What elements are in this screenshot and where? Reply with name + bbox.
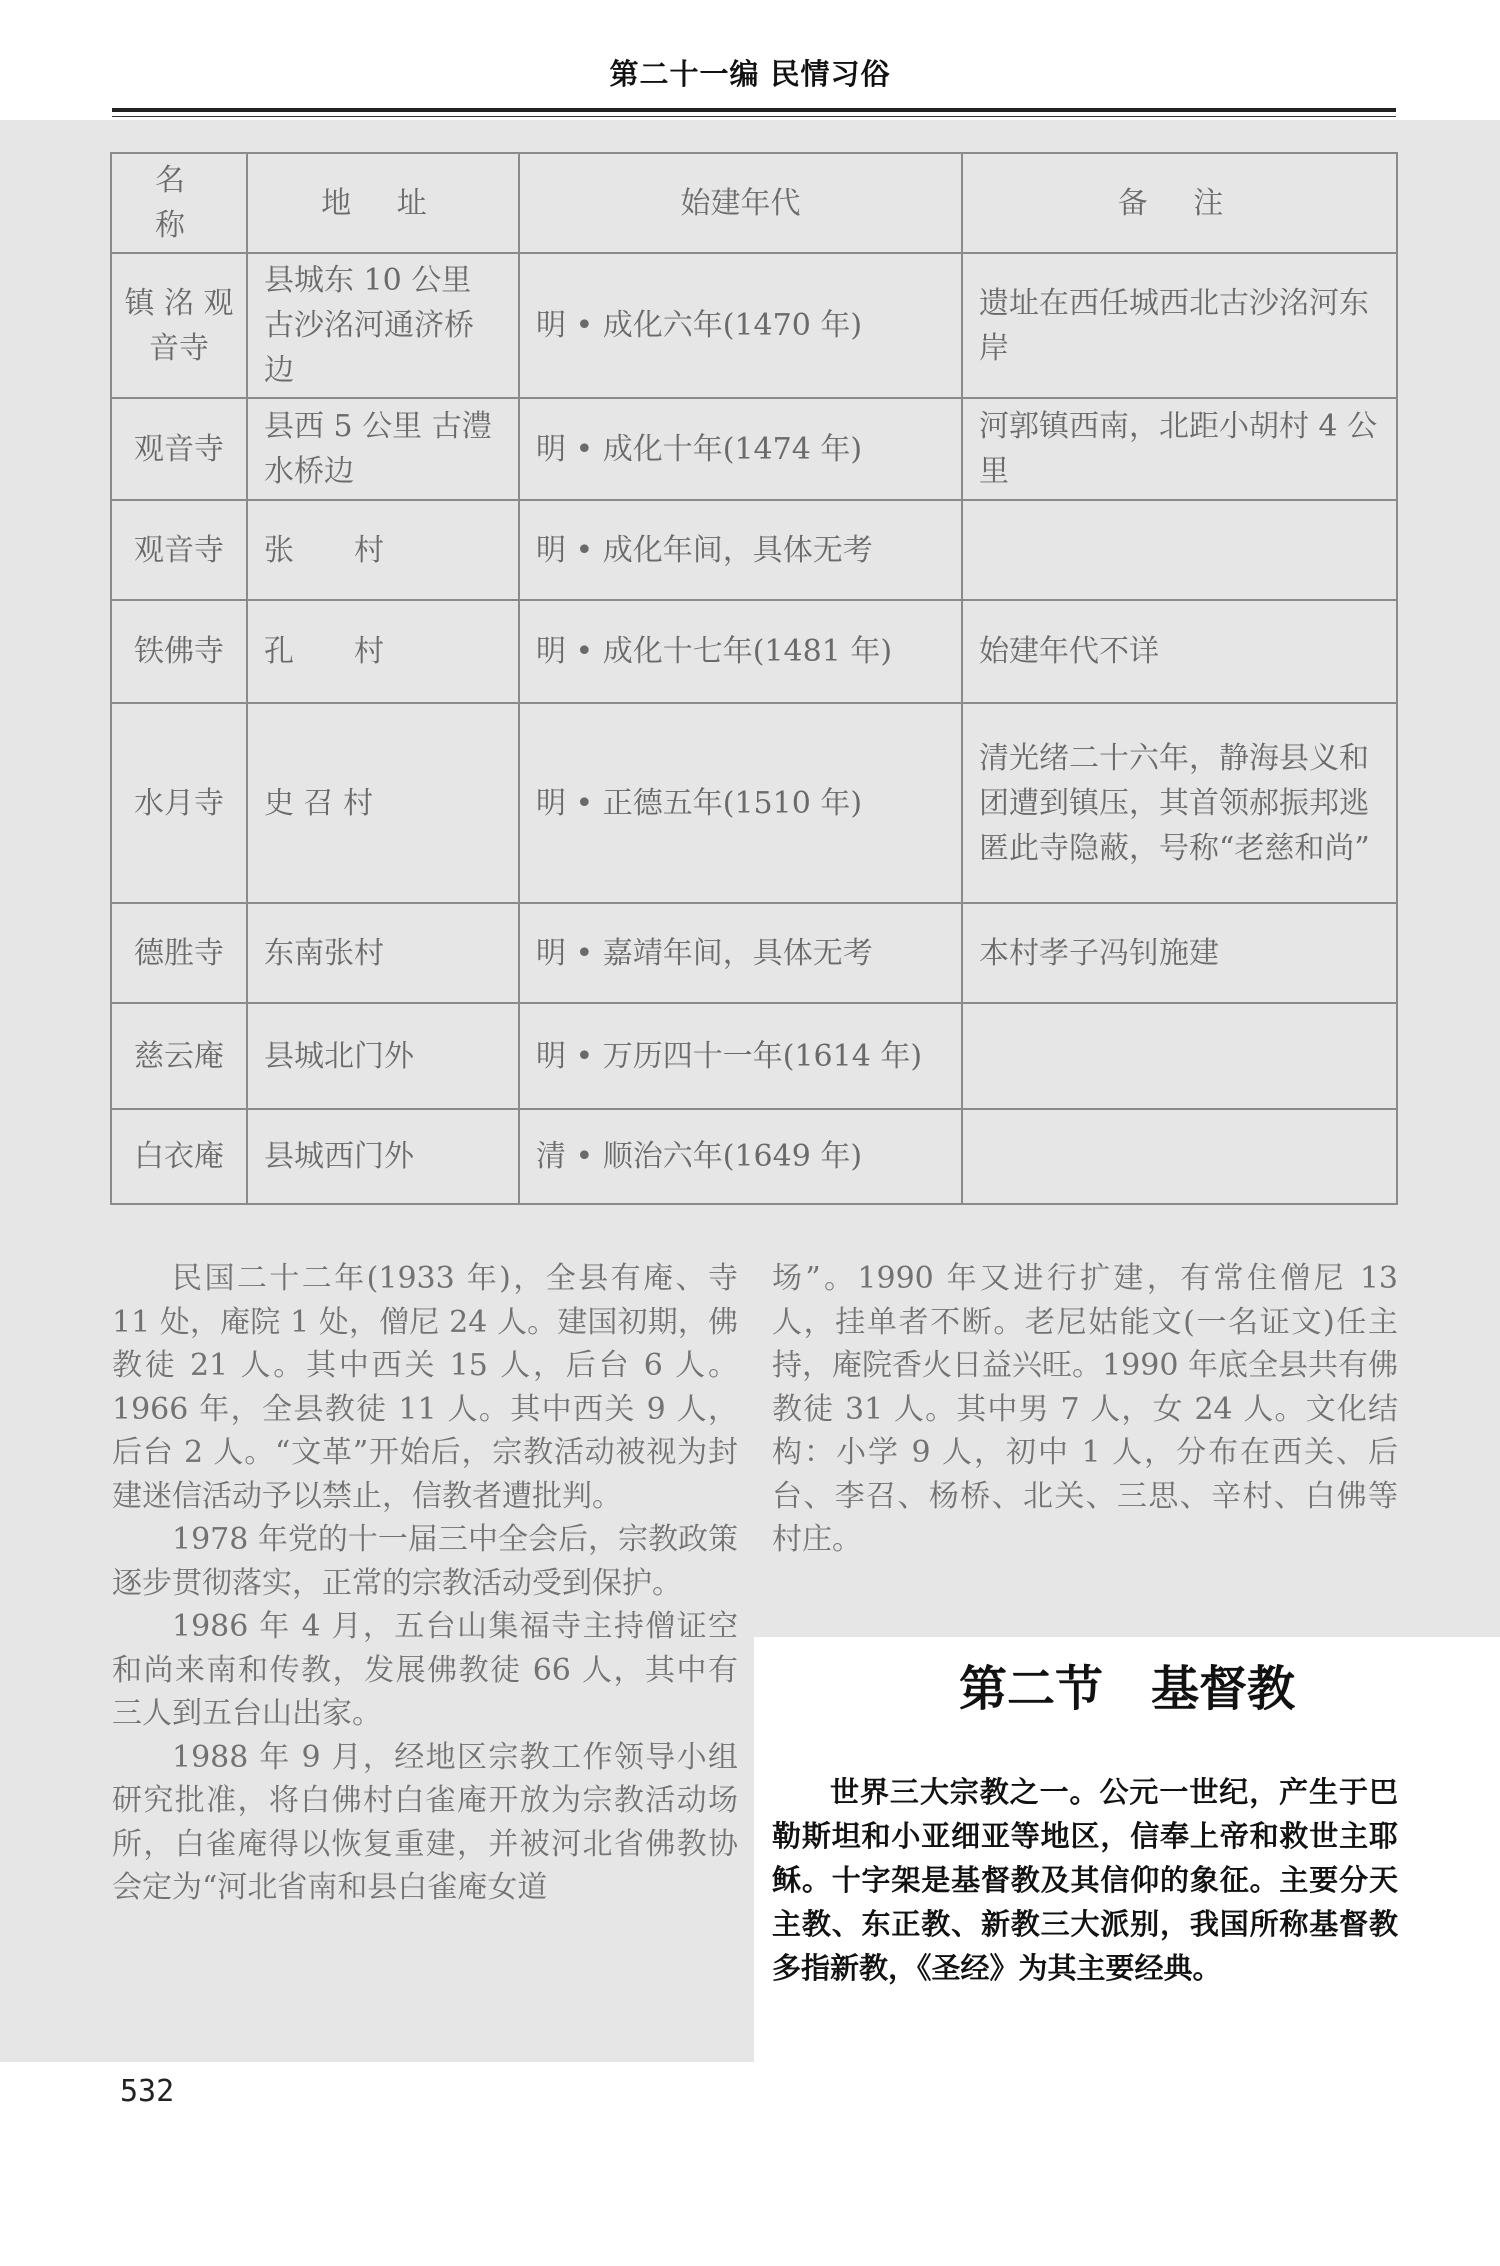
temple-name: 水月寺 <box>111 703 247 903</box>
temple-founded: 明 • 成化十年(1474 年) <box>519 398 962 500</box>
temple-founded: 明 • 成化十七年(1481 年) <box>519 600 962 703</box>
table-row <box>111 253 1397 398</box>
table-row <box>111 600 1397 703</box>
table-row <box>111 703 1397 903</box>
temple-remark <box>962 1003 1397 1109</box>
temple-address: 孔 村 <box>247 600 519 703</box>
temple-remark: 本村孝子冯钊施建 <box>962 903 1397 1003</box>
temple-founded: 明 • 万历四十一年(1614 年) <box>519 1003 962 1109</box>
temple-name: 镇 洺 观音寺 <box>111 253 247 398</box>
paragraph: 1988 年 9 月，经地区宗教工作领导小组研究批准，将白佛村白雀庵开放为宗教活动场所，白雀庵得以恢复重建，并被河北省佛教协会定为“河北省南和县白雀庵女道 <box>112 1739 738 1905</box>
temples-table <box>110 152 1398 1205</box>
temple-remark: 始建年代不详 <box>962 600 1397 703</box>
temple-remark: 遗址在西任城西北古沙洺河东岸 <box>962 253 1397 398</box>
right-column-continuation <box>772 1257 1398 1562</box>
page-number: 532 <box>120 2074 175 2109</box>
paragraph: 民国二十二年(1933 年)，全县有庵、寺 11 处，庵院 1 处，僧尼 24 人。建国初期，佛教徒 21 人。其中西关 15 人，后台 6 人。1966 年，全县教徒 11 人。其中西关 9 人，后台 2 人。“文革”开始后，宗教活动被视为封建迷信活动予以禁止，信教者遭批判。 <box>112 1261 738 1514</box>
paragraph: 1986 年 4 月，五台山集福寺主持僧证空和尚来南和传教，发展佛教徒 66 人，其中有三人到五台山出家。 <box>112 1609 738 1731</box>
temple-remark <box>962 1109 1397 1204</box>
section-heading: 第二节 基督教 <box>958 1661 1295 1717</box>
temple-address: 县城东 10 公里 古沙洺河通济桥边 <box>247 253 519 398</box>
temple-name: 观音寺 <box>111 398 247 500</box>
temple-founded: 明 • 成化年间，具体无考 <box>519 500 962 600</box>
column-header-remark: 备 注 <box>962 153 1397 253</box>
temple-name: 铁佛寺 <box>111 600 247 703</box>
table-row <box>111 1109 1397 1204</box>
temple-founded: 明 • 嘉靖年间，具体无考 <box>519 903 962 1003</box>
running-header: 第二十一编 民情习俗 <box>609 57 891 91</box>
column-header-address: 地 址 <box>247 153 519 253</box>
temple-address: 县城北门外 <box>247 1003 519 1109</box>
table-row <box>111 398 1397 500</box>
paragraph: 场”。1990 年又进行扩建，有常住僧尼 13 人，挂单者不断。老尼姑能文(一名证文)任主持，庵院香火日益兴旺。1990 年底全县共有佛教徒 31 人。其中男 7 人，女 24 人。文化结构：小学 9 人，初中 1 人，分布在西关、后台、李召、杨桥、北关、三思、辛村、白佛等村庄。 <box>772 1261 1398 1557</box>
temple-founded: 明 • 成化六年(1470 年) <box>519 253 962 398</box>
temple-address: 县城西门外 <box>247 1109 519 1204</box>
temple-name: 观音寺 <box>111 500 247 600</box>
temple-name: 慈云庵 <box>111 1003 247 1109</box>
left-column-text <box>112 1257 738 1910</box>
column-header-name: 名 称 <box>111 153 247 253</box>
table-row <box>111 1003 1397 1109</box>
header-rule-thick <box>112 108 1396 112</box>
temple-remark: 河郭镇西南，北距小胡村 4 公里 <box>962 398 1397 500</box>
column-header-founded: 始建年代 <box>519 153 962 253</box>
temple-address: 张 村 <box>247 500 519 600</box>
temple-remark: 清光绪二十六年，静海县义和团遭到镇压，其首领郝振邦逃匿此寺隐蔽，号称“老慈和尚” <box>962 703 1397 903</box>
paragraph: 1978 年党的十一届三中全会后，宗教政策逐步贯彻落实，正常的宗教活动受到保护。 <box>112 1522 738 1601</box>
table-row <box>111 500 1397 600</box>
section-body <box>772 1770 1398 1990</box>
paragraph: 世界三大宗教之一。公元一世纪，产生于巴勒斯坦和小亚细亚等地区，信奉上帝和救世主耶稣。十字架是基督教及其信仰的象征。主要分天主教、东正教、新教三大派别，我国所称基督教多指新教，《圣经》为其主要经典。 <box>772 1775 1398 1985</box>
temple-name: 白衣庵 <box>111 1109 247 1204</box>
header-rule-thin <box>112 116 1396 117</box>
table-row <box>111 903 1397 1003</box>
temple-address: 史 召 村 <box>247 703 519 903</box>
temple-address: 县西 5 公里 古澧水桥边 <box>247 398 519 500</box>
temple-remark <box>962 500 1397 600</box>
table-header-row <box>111 153 1397 253</box>
temple-address: 东南张村 <box>247 903 519 1003</box>
temple-name: 德胜寺 <box>111 903 247 1003</box>
temple-founded: 明 • 正德五年(1510 年) <box>519 703 962 903</box>
temple-founded: 清 • 顺治六年(1649 年) <box>519 1109 962 1204</box>
